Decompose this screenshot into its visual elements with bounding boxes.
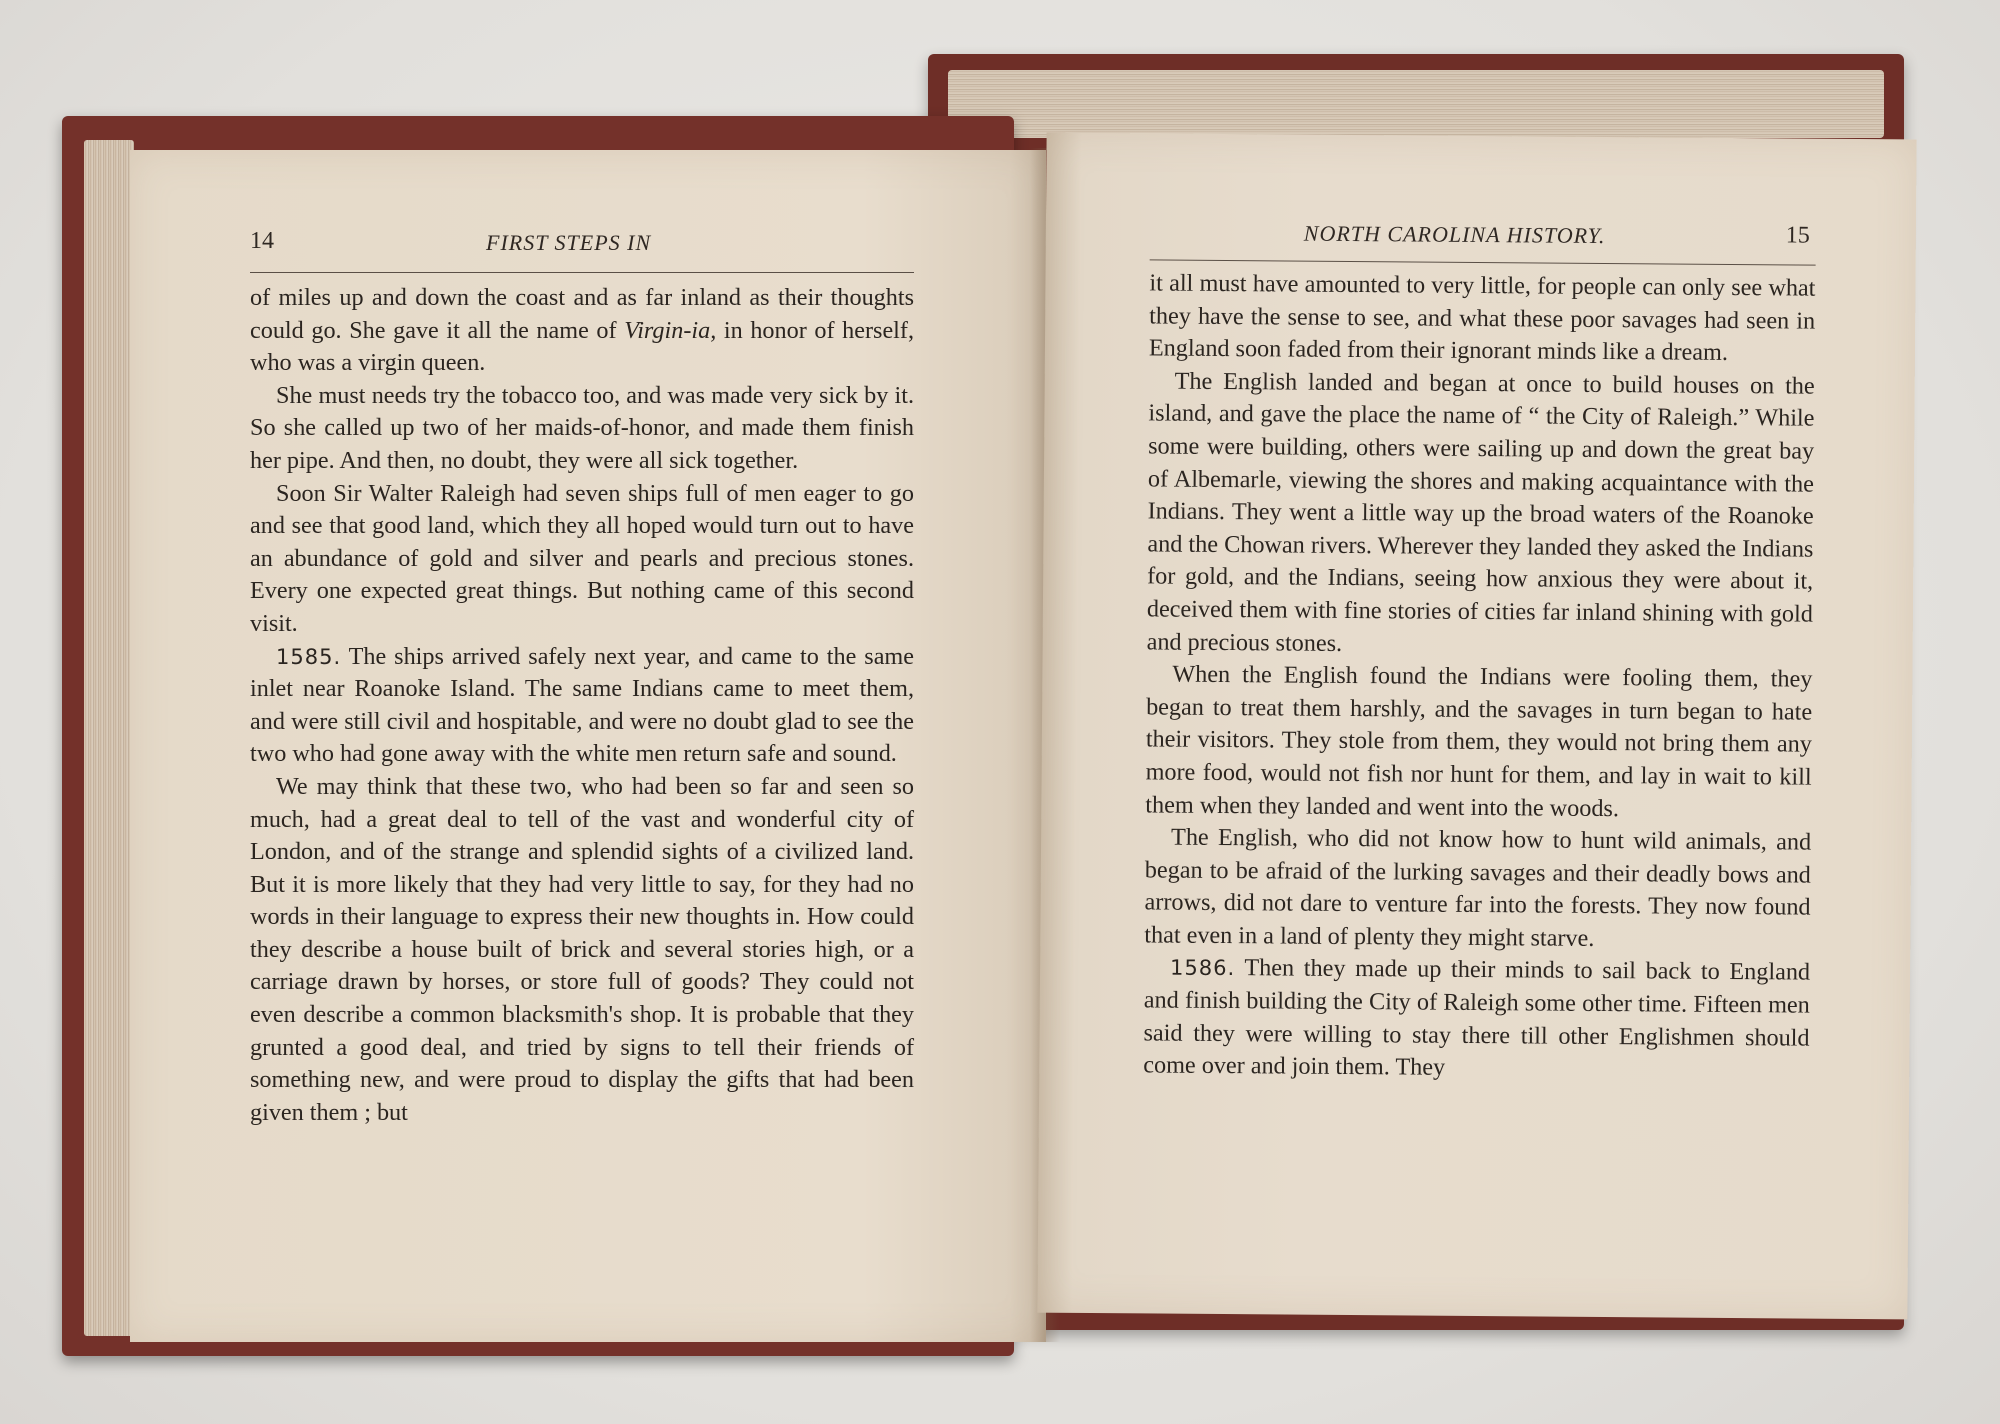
year-marker: 1586. <box>1169 956 1236 981</box>
left-page-number: 14 <box>250 228 274 254</box>
paragraph <box>1144 821 1811 957</box>
paragraph-text: Soon Sir Walter Raleigh had seven ships full of men eager to go and see that good land, which they all hoped would turn out to have an abundance of gold and silver and pearls and precious stones. Every one expected great things. But nothing came of this second visit. <box>250 479 914 637</box>
left-page <box>130 150 1046 1342</box>
paragraph <box>1147 365 1815 664</box>
paragraph <box>1149 267 1816 370</box>
right-page-number: 15 <box>1785 222 1810 249</box>
paragraph-text: it all must have amounted to very little, for people can only see what they have the sense to see, and what these poor savages had seen in England soon faded from their ignorant minds like a dream. <box>1148 269 1816 367</box>
left-running-head <box>130 228 1046 262</box>
paragraph-text: in honor of herself, who was a virgin queen. <box>250 316 915 377</box>
right-running-title: NORTH CAROLINA HISTORY. <box>1303 220 1606 248</box>
paragraph-text: of miles up and down the coast and as far inland as their thoughts could go. She gave it all the name of <box>250 284 914 344</box>
paragraph <box>1145 659 1812 827</box>
right-body-text <box>1143 267 1815 1087</box>
paragraph <box>250 771 914 1130</box>
paragraph-text: The ships arrived safely next year, and came to the same inlet near Roanoke Island. The same Indians came to meet them, and were still civil and hospitable, and were no doubt glad to see the two who had gone away with the white men return safe and sound. <box>250 642 914 768</box>
right-running-head <box>1046 217 1916 258</box>
paragraph-text: The English, who did not know how to hunt wild animals, and began to be afraid of the lurking savages and their deadly bows and arrows, did not dare to venture far into the forests. They now found that even in a land of plenty they might starve. <box>1144 823 1812 952</box>
left-header-rule <box>250 272 914 273</box>
paragraph <box>250 478 914 641</box>
paragraph <box>1143 952 1810 1088</box>
right-header-rule <box>1150 259 1816 265</box>
paragraph-text: The English landed and began at once to build houses on the island, and gave the place the name of “ the City of Raleigh.” While some were building, others were sailing up and down the great bay of Albemarle, viewing the shores and making acquaintance with the Indians. They went a little way up the broad waters of the Roanoke and the Chowan rivers. Wherever they landed they asked the Indians for gold, and the Indians, seeing how anxious they were about it, deceived them with fine stories of cities far inland shining with gold and precious stones. <box>1146 367 1815 657</box>
page-block-edge <box>948 70 1884 138</box>
paragraph-text: When the English found the Indians were fooling them, they began to treat them harshly, and the savages in turn began to hate their visitors. They stole from them, they would not bring them any more food, would not fish nor hunt for them, and lay in wait to kill them when they landed and went into the woods. <box>1145 660 1813 822</box>
paragraph <box>250 282 914 380</box>
page-block-edge-left <box>84 140 134 1336</box>
italic-term: Virgin-ia, <box>624 316 717 344</box>
paragraph-text: We may think that these two, who had been so far and seen so much, had a great deal to tell of the vast and wonderful city of London, and of the strange and splendid sights of a civilized land. But it is more likely that they had very little to say, for they had no words in their language to express their new thoughts in. How could they describe a house built of brick and several stories high, or a carriage drawn by horses, or store full of goods? They could not even describe a common blacksmith's shop. It is probable that they grunted a good deal, and tried by signs to tell their friends of something new, and were proud to display the gifts that had been given them ; but <box>250 772 914 1126</box>
year-marker: 1585. <box>276 644 342 669</box>
paragraph <box>250 641 914 771</box>
left-running-title: FIRST STEPS IN <box>486 230 652 255</box>
paragraph <box>250 380 914 478</box>
left-body-text <box>250 282 914 1129</box>
right-page <box>1037 133 1916 1320</box>
paragraph-text: She must needs try the tobacco too, and was made very sick by it. So she called up two of her maids-of-honor, and made them finish her pipe. And then, no doubt, they were all sick together. <box>250 381 914 474</box>
paragraph-text: Then they made up their minds to sail back to England and finish building the City of Raleigh some other time. Fifteen men said they were willing to stay there till other Englishmen should come over and join them. They <box>1143 954 1811 1082</box>
